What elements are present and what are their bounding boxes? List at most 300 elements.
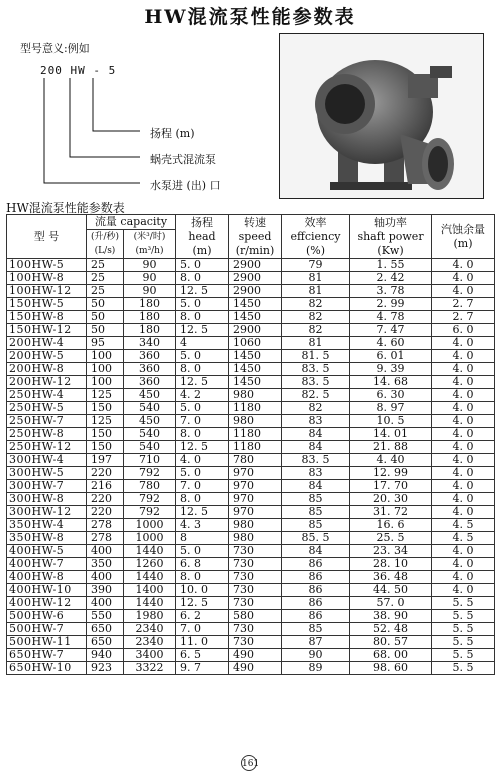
cell-speed: 980	[229, 389, 282, 402]
header-model: 型 号	[7, 215, 87, 259]
cell-npsh: 4. 0	[432, 285, 495, 298]
table-row	[7, 402, 495, 415]
cell-m3h: 1260	[124, 558, 176, 571]
table-row	[7, 480, 495, 493]
cell-npsh: 4. 0	[432, 571, 495, 584]
table-row	[7, 298, 495, 311]
cell-eff: 81	[282, 337, 350, 350]
cell-speed: 490	[229, 649, 282, 662]
table-row	[7, 584, 495, 597]
cell-model: 300HW-7	[7, 480, 87, 493]
table-row	[7, 623, 495, 636]
cell-model: 400HW-5	[7, 545, 87, 558]
cell-head: 12. 5	[176, 506, 229, 519]
cell-model: 300HW-12	[7, 506, 87, 519]
header-shaft-power	[350, 215, 432, 259]
cell-head: 12. 5	[176, 441, 229, 454]
table-caption: HW混流泵性能参数表	[6, 201, 125, 215]
table-row	[7, 441, 495, 454]
cell-eff: 79	[282, 259, 350, 272]
cell-npsh: 4. 0	[432, 506, 495, 519]
cell-speed: 970	[229, 467, 282, 480]
cell-head: 6. 5	[176, 649, 229, 662]
cell-npsh: 4. 0	[432, 363, 495, 376]
table-row	[7, 519, 495, 532]
cell-eff: 85	[282, 506, 350, 519]
cell-ls: 100	[87, 350, 124, 363]
cell-head: 9. 7	[176, 662, 229, 675]
cell-eff: 82	[282, 324, 350, 337]
cell-m3h: 1000	[124, 532, 176, 545]
cell-model: 150HW-5	[7, 298, 87, 311]
cell-m3h: 1980	[124, 610, 176, 623]
cell-head: 5. 0	[176, 350, 229, 363]
header-npsh-unit: (m)	[453, 236, 473, 250]
header-capacity-ls	[87, 230, 124, 259]
header-speed-unit: (r/min)	[235, 243, 275, 257]
cell-speed: 980	[229, 415, 282, 428]
cell-power: 80. 57	[350, 636, 432, 649]
cell-head: 8	[176, 532, 229, 545]
cell-speed: 1450	[229, 376, 282, 389]
cell-npsh: 4. 0	[432, 428, 495, 441]
table-row	[7, 376, 495, 389]
cell-head: 8. 0	[176, 311, 229, 324]
cell-model: 500HW-11	[7, 636, 87, 649]
cell-power: 36. 48	[350, 571, 432, 584]
cell-ls: 150	[87, 441, 124, 454]
cell-model: 300HW-5	[7, 467, 87, 480]
cell-speed: 970	[229, 493, 282, 506]
cell-speed: 980	[229, 532, 282, 545]
cell-head: 11. 0	[176, 636, 229, 649]
cell-ls: 216	[87, 480, 124, 493]
cell-ls: 125	[87, 389, 124, 402]
header-capacity: 流量 capacity	[87, 215, 176, 230]
cell-eff: 84	[282, 428, 350, 441]
table-row	[7, 389, 495, 402]
cell-power: 21. 88	[350, 441, 432, 454]
cell-eff: 84	[282, 441, 350, 454]
cell-ls: 100	[87, 376, 124, 389]
cell-ls: 400	[87, 597, 124, 610]
cell-eff: 85	[282, 493, 350, 506]
header-speed-cn: 转速	[244, 215, 267, 229]
cell-speed: 490	[229, 662, 282, 675]
cell-model: 150HW-12	[7, 324, 87, 337]
cell-model: 400HW-12	[7, 597, 87, 610]
header-head-cn: 扬程	[191, 215, 214, 229]
cell-m3h: 180	[124, 311, 176, 324]
table-row	[7, 350, 495, 363]
cell-m3h: 1440	[124, 597, 176, 610]
legend-inlet-outlet: 水泵进 (出) 口	[150, 179, 221, 192]
cell-speed: 1450	[229, 298, 282, 311]
cell-head: 8. 0	[176, 428, 229, 441]
cell-m3h: 90	[124, 259, 176, 272]
cell-head: 8. 0	[176, 363, 229, 376]
table-row	[7, 649, 495, 662]
table-row	[7, 259, 495, 272]
cell-m3h: 540	[124, 402, 176, 415]
cell-power: 17. 70	[350, 480, 432, 493]
cell-m3h: 360	[124, 363, 176, 376]
header-power-cn: 轴功率	[374, 215, 408, 229]
cell-power: 25. 5	[350, 532, 432, 545]
table-row	[7, 532, 495, 545]
table-row	[7, 662, 495, 675]
cell-speed: 730	[229, 558, 282, 571]
cell-eff: 83	[282, 467, 350, 480]
cell-ls: 390	[87, 584, 124, 597]
cell-head: 8. 0	[176, 272, 229, 285]
cell-npsh: 4. 5	[432, 519, 495, 532]
cell-ls: 278	[87, 532, 124, 545]
cell-eff: 82	[282, 298, 350, 311]
cell-speed: 1180	[229, 428, 282, 441]
cell-eff: 85	[282, 623, 350, 636]
cell-head: 5. 0	[176, 467, 229, 480]
cell-speed: 980	[229, 519, 282, 532]
cell-ls: 650	[87, 623, 124, 636]
cell-head: 10. 0	[176, 584, 229, 597]
cell-eff: 87	[282, 636, 350, 649]
cell-npsh: 4. 5	[432, 532, 495, 545]
cell-head: 12. 5	[176, 376, 229, 389]
header-power-en: shaft power	[357, 229, 424, 243]
cell-head: 7. 0	[176, 623, 229, 636]
cell-head: 5. 0	[176, 402, 229, 415]
cell-m3h: 2340	[124, 636, 176, 649]
cell-eff: 84	[282, 545, 350, 558]
header-capacity-m3h-unit: (m³/h)	[135, 246, 164, 256]
cell-speed: 2900	[229, 259, 282, 272]
cell-m3h: 1440	[124, 571, 176, 584]
cell-head: 5. 0	[176, 298, 229, 311]
cell-eff: 82	[282, 311, 350, 324]
cell-ls: 923	[87, 662, 124, 675]
header-power-unit: (Kw)	[377, 243, 404, 257]
cell-speed: 730	[229, 584, 282, 597]
cell-ls: 95	[87, 337, 124, 350]
header-efficiency	[282, 215, 350, 259]
cell-speed: 1060	[229, 337, 282, 350]
cell-eff: 84	[282, 480, 350, 493]
cell-power: 57. 0	[350, 597, 432, 610]
table-row	[7, 324, 495, 337]
cell-speed: 580	[229, 610, 282, 623]
cell-npsh: 4. 0	[432, 259, 495, 272]
table-row	[7, 467, 495, 480]
header-eff-unit: (%)	[305, 243, 326, 257]
cell-npsh: 4. 0	[432, 545, 495, 558]
cell-speed: 730	[229, 571, 282, 584]
cell-m3h: 180	[124, 324, 176, 337]
cell-m3h: 90	[124, 272, 176, 285]
cell-model: 200HW-8	[7, 363, 87, 376]
cell-m3h: 792	[124, 506, 176, 519]
cell-power: 20. 30	[350, 493, 432, 506]
page-title: HW混流泵性能参数表	[144, 6, 356, 28]
cell-ls: 50	[87, 324, 124, 337]
cell-model: 200HW-4	[7, 337, 87, 350]
cell-ls: 50	[87, 298, 124, 311]
cell-ls: 220	[87, 467, 124, 480]
cell-speed: 780	[229, 454, 282, 467]
table-row	[7, 597, 495, 610]
cell-head: 12. 5	[176, 597, 229, 610]
pump-spec-rows	[7, 259, 495, 675]
cell-model: 400HW-7	[7, 558, 87, 571]
cell-speed: 1450	[229, 350, 282, 363]
cell-power: 6. 30	[350, 389, 432, 402]
cell-npsh: 4. 0	[432, 389, 495, 402]
cell-eff: 83. 5	[282, 363, 350, 376]
cell-eff: 82. 5	[282, 389, 350, 402]
cell-ls: 25	[87, 272, 124, 285]
header-eff-en: effciency	[290, 229, 341, 243]
cell-speed: 970	[229, 480, 282, 493]
cell-m3h: 360	[124, 376, 176, 389]
pump-photo	[279, 33, 484, 199]
cell-speed: 1180	[229, 441, 282, 454]
cell-ls: 550	[87, 610, 124, 623]
cell-power: 38. 90	[350, 610, 432, 623]
cell-head: 6. 2	[176, 610, 229, 623]
cell-eff: 82	[282, 402, 350, 415]
cell-eff: 83. 5	[282, 454, 350, 467]
model-legend-lines	[0, 0, 280, 200]
cell-ls: 278	[87, 519, 124, 532]
table-row	[7, 636, 495, 649]
cell-m3h: 540	[124, 441, 176, 454]
cell-speed: 730	[229, 597, 282, 610]
cell-model: 200HW-12	[7, 376, 87, 389]
cell-speed: 2900	[229, 324, 282, 337]
cell-m3h: 1000	[124, 519, 176, 532]
cell-ls: 650	[87, 636, 124, 649]
cell-speed: 730	[229, 636, 282, 649]
cell-model: 350HW-4	[7, 519, 87, 532]
cell-npsh: 4. 0	[432, 454, 495, 467]
cell-ls: 220	[87, 506, 124, 519]
cell-head: 7. 0	[176, 480, 229, 493]
cell-power: 31. 72	[350, 506, 432, 519]
cell-m3h: 180	[124, 298, 176, 311]
table-row	[7, 454, 495, 467]
cell-model: 250HW-4	[7, 389, 87, 402]
cell-model: 250HW-7	[7, 415, 87, 428]
table-row	[7, 571, 495, 584]
cell-ls: 25	[87, 259, 124, 272]
cell-npsh: 4. 0	[432, 584, 495, 597]
cell-speed: 2900	[229, 272, 282, 285]
cell-model: 300HW-4	[7, 454, 87, 467]
cell-ls: 350	[87, 558, 124, 571]
cell-npsh: 4. 0	[432, 376, 495, 389]
cell-npsh: 5. 5	[432, 636, 495, 649]
cell-power: 52. 48	[350, 623, 432, 636]
cell-ls: 50	[87, 311, 124, 324]
table-row	[7, 285, 495, 298]
cell-power: 4. 40	[350, 454, 432, 467]
header-capacity-ls-unit: (L/s)	[94, 246, 116, 256]
cell-model: 100HW-8	[7, 272, 87, 285]
cell-eff: 85	[282, 519, 350, 532]
pump-illustration	[280, 34, 483, 198]
cell-speed: 730	[229, 545, 282, 558]
cell-head: 12. 5	[176, 324, 229, 337]
cell-npsh: 4. 0	[432, 558, 495, 571]
cell-model: 250HW-5	[7, 402, 87, 415]
cell-model: 150HW-8	[7, 311, 87, 324]
cell-model: 500HW-6	[7, 610, 87, 623]
cell-npsh: 4. 0	[432, 415, 495, 428]
cell-head: 6. 8	[176, 558, 229, 571]
header-capacity-m3h-cn: (米³/时)	[133, 232, 166, 242]
cell-m3h: 3322	[124, 662, 176, 675]
cell-eff: 86	[282, 558, 350, 571]
cell-power: 14. 01	[350, 428, 432, 441]
cell-head: 4	[176, 337, 229, 350]
cell-eff: 81. 5	[282, 350, 350, 363]
cell-model: 400HW-8	[7, 571, 87, 584]
cell-ls: 400	[87, 571, 124, 584]
cell-ls: 400	[87, 545, 124, 558]
cell-speed: 1450	[229, 311, 282, 324]
cell-m3h: 792	[124, 467, 176, 480]
cell-npsh: 2. 7	[432, 311, 495, 324]
cell-npsh: 5. 5	[432, 623, 495, 636]
cell-m3h: 90	[124, 285, 176, 298]
cell-model: 300HW-8	[7, 493, 87, 506]
table-row	[7, 428, 495, 441]
cell-head: 8. 0	[176, 571, 229, 584]
header-eff-cn: 效率	[304, 215, 327, 229]
cell-npsh: 4. 0	[432, 493, 495, 506]
cell-power: 23. 34	[350, 545, 432, 558]
cell-power: 12. 99	[350, 467, 432, 480]
cell-model: 100HW-5	[7, 259, 87, 272]
cell-model: 650HW-10	[7, 662, 87, 675]
cell-model: 350HW-8	[7, 532, 87, 545]
cell-model: 500HW-7	[7, 623, 87, 636]
cell-eff: 86	[282, 610, 350, 623]
cell-npsh: 5. 5	[432, 610, 495, 623]
cell-m3h: 792	[124, 493, 176, 506]
cell-power: 9. 39	[350, 363, 432, 376]
cell-ls: 150	[87, 402, 124, 415]
cell-npsh: 5. 5	[432, 597, 495, 610]
cell-m3h: 2340	[124, 623, 176, 636]
cell-eff: 81	[282, 285, 350, 298]
cell-m3h: 710	[124, 454, 176, 467]
cell-m3h: 1440	[124, 545, 176, 558]
cell-npsh: 4. 0	[432, 337, 495, 350]
cell-power: 10. 5	[350, 415, 432, 428]
cell-npsh: 5. 5	[432, 662, 495, 675]
pump-spec-table	[6, 214, 495, 675]
table-row	[7, 415, 495, 428]
cell-power: 2. 99	[350, 298, 432, 311]
cell-eff: 86	[282, 571, 350, 584]
header-capacity-m3h	[124, 230, 176, 259]
cell-speed: 970	[229, 506, 282, 519]
header-speed	[229, 215, 282, 259]
cell-npsh: 2. 7	[432, 298, 495, 311]
cell-speed: 2900	[229, 285, 282, 298]
cell-model: 100HW-12	[7, 285, 87, 298]
model-code-example: 200 HW - 5	[40, 64, 117, 77]
cell-head: 7. 0	[176, 415, 229, 428]
cell-npsh: 4. 0	[432, 480, 495, 493]
cell-ls: 220	[87, 493, 124, 506]
header-capacity-ls-cn: (升/秒)	[90, 232, 120, 242]
cell-power: 1. 55	[350, 259, 432, 272]
table-row	[7, 610, 495, 623]
table-row	[7, 506, 495, 519]
cell-model: 650HW-7	[7, 649, 87, 662]
cell-head: 5. 0	[176, 259, 229, 272]
cell-eff: 86	[282, 584, 350, 597]
cell-head: 12. 5	[176, 285, 229, 298]
cell-eff: 85. 5	[282, 532, 350, 545]
cell-m3h: 450	[124, 389, 176, 402]
cell-ls: 125	[87, 415, 124, 428]
cell-model: 200HW-5	[7, 350, 87, 363]
cell-model: 400HW-10	[7, 584, 87, 597]
legend-head: 扬程 (m)	[150, 127, 195, 140]
cell-power: 2. 42	[350, 272, 432, 285]
legend-volute-pump: 蜗壳式混流泵	[150, 153, 216, 166]
cell-ls: 940	[87, 649, 124, 662]
cell-npsh: 4. 0	[432, 467, 495, 480]
cell-head: 8. 0	[176, 493, 229, 506]
table-row	[7, 493, 495, 506]
cell-power: 98. 60	[350, 662, 432, 675]
cell-npsh: 4. 0	[432, 402, 495, 415]
cell-m3h: 780	[124, 480, 176, 493]
cell-eff: 89	[282, 662, 350, 675]
cell-m3h: 3400	[124, 649, 176, 662]
cell-power: 14. 68	[350, 376, 432, 389]
cell-power: 44. 50	[350, 584, 432, 597]
cell-ls: 150	[87, 428, 124, 441]
header-npsh-cn: 汽蚀余量	[441, 222, 486, 236]
cell-power: 16. 6	[350, 519, 432, 532]
header-npsh	[432, 215, 495, 259]
header-head	[176, 215, 229, 259]
cell-m3h: 1400	[124, 584, 176, 597]
cell-npsh: 4. 0	[432, 441, 495, 454]
cell-m3h: 540	[124, 428, 176, 441]
cell-eff: 83. 5	[282, 376, 350, 389]
cell-head: 4. 3	[176, 519, 229, 532]
cell-eff: 83	[282, 415, 350, 428]
header-head-unit: (m)	[192, 243, 212, 257]
header-speed-en: speed	[238, 229, 272, 243]
model-meaning-label: 型号意义:例如	[20, 42, 90, 55]
cell-model: 250HW-8	[7, 428, 87, 441]
cell-head: 5. 0	[176, 545, 229, 558]
cell-npsh: 4. 0	[432, 350, 495, 363]
cell-power: 6. 01	[350, 350, 432, 363]
cell-head: 4. 2	[176, 389, 229, 402]
cell-speed: 730	[229, 623, 282, 636]
cell-speed: 1450	[229, 363, 282, 376]
page-number: 161	[241, 755, 257, 771]
cell-m3h: 450	[124, 415, 176, 428]
